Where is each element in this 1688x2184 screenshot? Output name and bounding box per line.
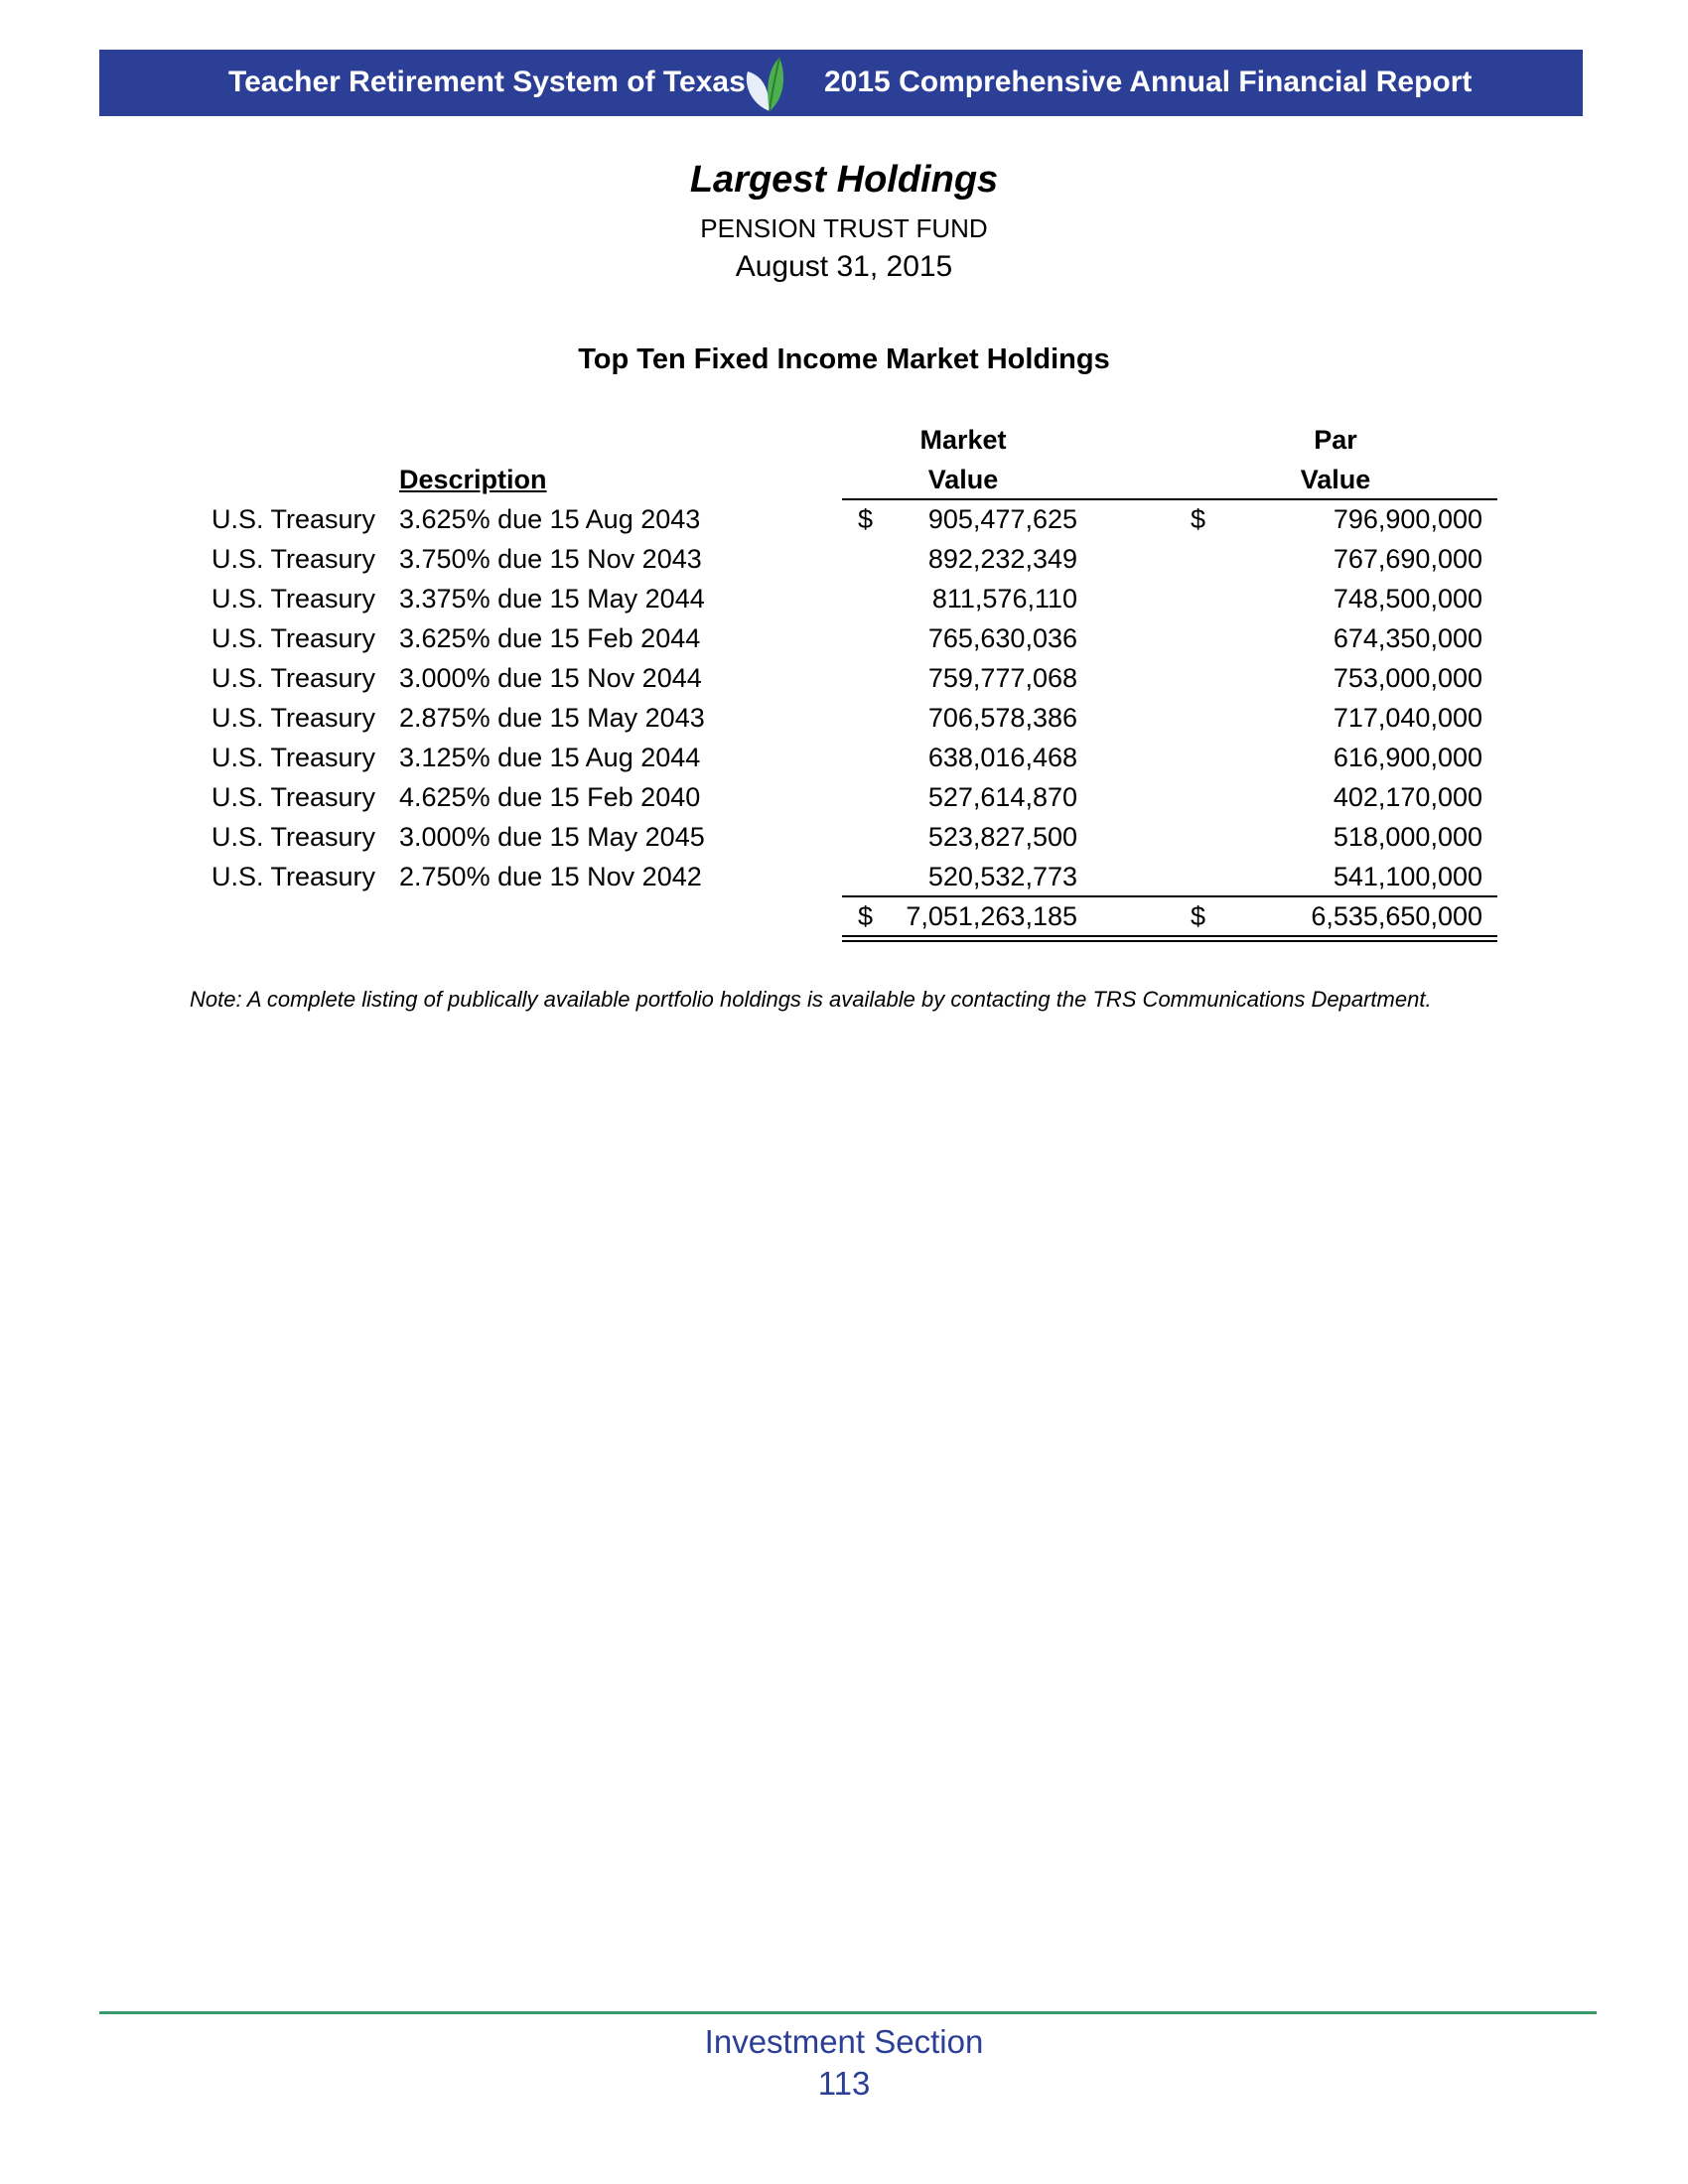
par-value-cell: 402,170,000 [1333,782,1482,812]
par-value-cell: 541,100,000 [1333,862,1482,891]
footer-section: Investment Section [704,2023,984,2060]
issuer-cell: U.S. Treasury [211,623,376,653]
organization-title: Teacher Retirement System of Texas [228,66,746,98]
market-value-cell: 811,576,110 [931,584,1077,614]
description-cell: 3.625% due 15 Feb 2044 [399,623,701,653]
table-row [0,544,1688,584]
footer-divider [99,2011,1597,2014]
total-double-rule-bottom [842,940,1497,942]
description-cell: 2.750% due 15 Nov 2042 [399,862,702,891]
table-row [0,743,1688,782]
par-value-cell: 748,500,000 [1333,584,1482,614]
par-value-cell: 717,040,000 [1333,703,1482,733]
par-header-line2: Value [1300,465,1371,494]
description-cell: 3.375% due 15 May 2044 [399,584,705,614]
par-value-cell: 767,690,000 [1333,544,1482,574]
issuer-cell: U.S. Treasury [211,782,376,812]
description-cell: 3.125% due 15 Aug 2044 [399,743,701,772]
issuer-cell: U.S. Treasury [211,822,376,852]
table-row [0,782,1688,822]
issuer-cell: U.S. Treasury [211,703,376,733]
issuer-cell: U.S. Treasury [211,504,376,534]
report-banner [99,50,1583,116]
currency-symbol: $ [858,504,874,534]
table-row [0,663,1688,703]
note-text: Note: A complete listing of publically available portfolio holdings is available by contacting the TRS Communications Department. [190,987,1432,1012]
total-par-value: 6,535,650,000 [1311,901,1482,931]
issuer-cell: U.S. Treasury [211,862,376,891]
report-title: 2015 Comprehensive Annual Financial Report [824,66,1473,98]
par-value-cell: 796,900,000 [1333,504,1482,534]
header-rule [842,498,1497,500]
market-value-cell: 765,630,036 [927,623,1077,653]
par-header-line1: Par [1314,425,1357,455]
table-title: Top Ten Fixed Income Market Holdings [578,343,1110,375]
table-row [0,623,1688,663]
table-row [0,703,1688,743]
description-cell: 3.750% due 15 Nov 2043 [399,544,702,574]
issuer-cell: U.S. Treasury [211,584,376,614]
description-cell: 3.000% due 15 Nov 2044 [399,663,702,693]
issuer-cell: U.S. Treasury [211,544,376,574]
table-row [0,822,1688,862]
market-value-cell: 523,827,500 [927,822,1077,852]
description-cell: 3.625% due 15 Aug 2043 [399,504,701,534]
subtotal-rule [842,895,1497,897]
total-market-value: 7,051,263,185 [906,901,1077,931]
page-title: Largest Holdings [689,159,999,201]
total-double-rule-top [842,935,1497,937]
par-value-cell: 753,000,000 [1333,663,1482,693]
report-date: August 31, 2015 [735,250,953,283]
par-value-cell: 518,000,000 [1333,822,1482,852]
market-value-cell: 638,016,468 [927,743,1077,772]
market-value-cell: 905,477,625 [927,504,1077,534]
market-value-cell: 527,614,870 [927,782,1077,812]
table-row [0,504,1688,544]
currency-symbol: $ [1191,901,1206,931]
market-header-line1: Market [919,425,1007,455]
fund-subtitle: PENSION TRUST FUND [700,213,988,243]
market-value-cell: 706,578,386 [927,703,1077,733]
par-value-cell: 674,350,000 [1333,623,1482,653]
description-cell: 3.000% due 15 May 2045 [399,822,705,852]
market-header-line2: Value [927,465,999,494]
market-value-cell: 892,232,349 [927,544,1077,574]
currency-symbol: $ [858,901,874,931]
description-cell: 2.875% due 15 May 2043 [399,703,705,733]
market-value-cell: 520,532,773 [927,862,1077,891]
leaf-logo-icon [740,54,799,113]
description-cell: 4.625% due 15 Feb 2040 [399,782,701,812]
currency-symbol: $ [1191,504,1206,534]
page-number: 113 [817,2065,871,2102]
market-value-cell: 759,777,068 [927,663,1077,693]
par-value-cell: 616,900,000 [1333,743,1482,772]
table-row [0,584,1688,623]
description-header: Description [399,465,547,494]
issuer-cell: U.S. Treasury [211,743,376,772]
issuer-cell: U.S. Treasury [211,663,376,693]
